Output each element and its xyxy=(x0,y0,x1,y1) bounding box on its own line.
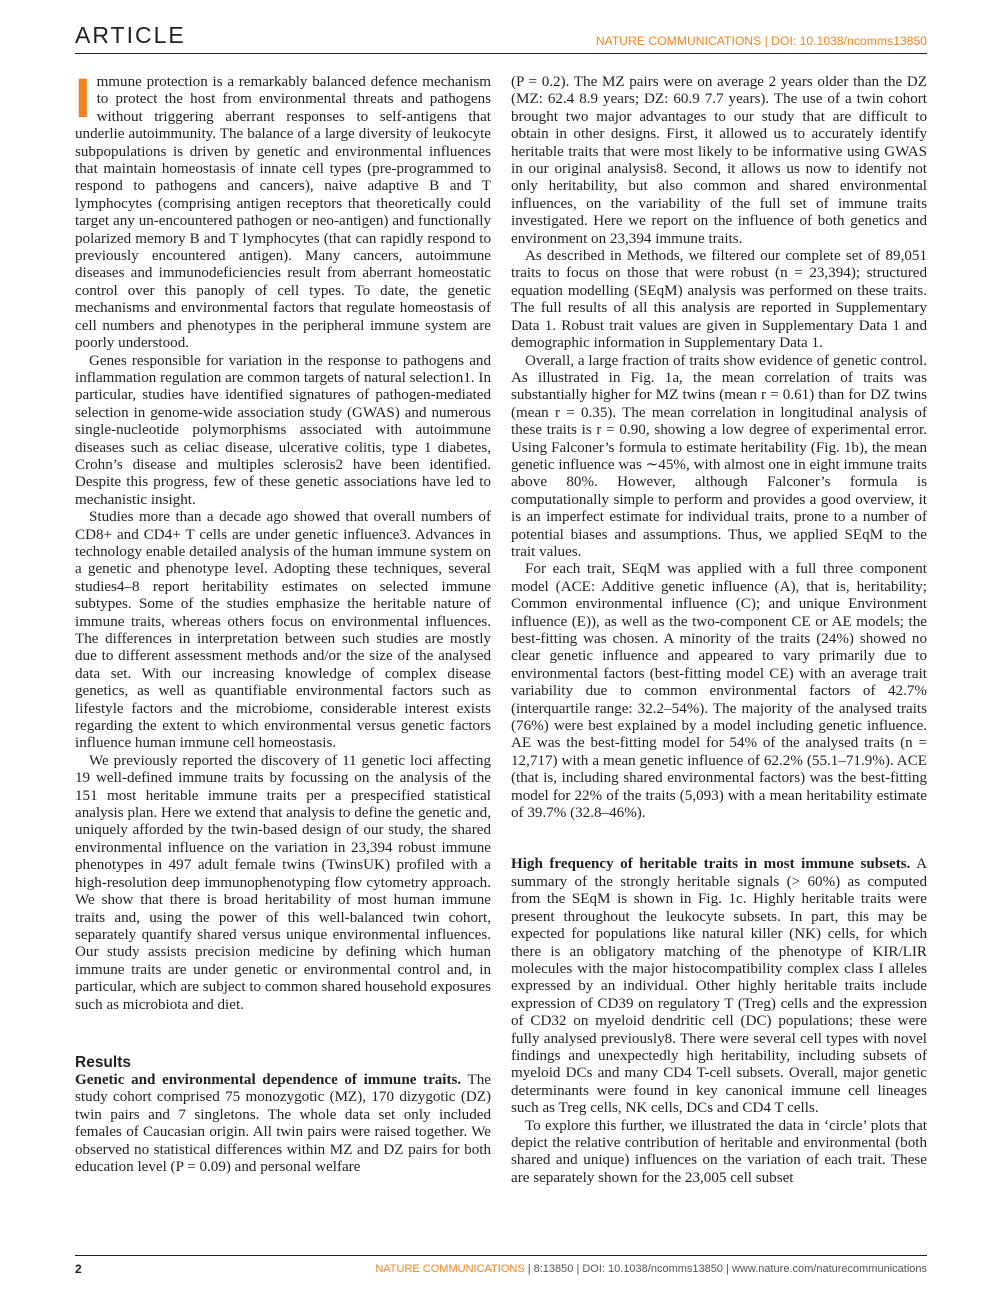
page-number: 2 xyxy=(75,1262,82,1276)
section-label: ARTICLE xyxy=(75,22,186,48)
subsection-heading: Genetic and environmental dependence of immune traits. xyxy=(75,1071,462,1088)
journal-doi: NATURE COMMUNICATIONS | DOI: 10.1038/ncomms13850 xyxy=(595,34,927,48)
footer-brand: NATURE COMMUNICATIONS xyxy=(375,1263,525,1275)
paragraph-heritable xyxy=(511,856,927,1117)
intro-paragraph xyxy=(75,66,491,353)
paragraph-cohort xyxy=(75,1072,491,1176)
paragraph-previous: We previously reported the discovery of 11 genetic loci affecting 19 well-defined immune traits by focussing on the analysis of the 151 most heritable immune traits per a prespecified statistical analysis plan. Here we extend that analysis to define the genetic and, uniquely afforded by the twin-based design of our study, the shared environmental influence on the variation in 23,394 robust immune phenotypes in 497 adult female twins (TwinsUK) profiled with a high-resolution deep immunophenotyping flow cytometry approach. We show that there is broad heritability of most human immune traits and, using the power of this well-balanced twin cohort, separately quantify shared versus unique environmental influences. Our study assists precision medicine by defining which human immune traits are under genetic or environmental control and, in particular, which are subject to common shared household exposures such as microbiota and diet. xyxy=(75,752,491,1013)
heritable-text: A summary of the strongly heritable signals (> 60%) as computed from the SEqM is shown in Fig. 1c. Highly heritable traits were present throughout the leukocyte subsets. In part, this may be expected for populations like natural killer (NK) cells, for which there is an obligatory matching of the phenotype of KIR/LIR molecules with the major histocompatibility complex class I alleles expressed by an individual. Other highly heritable traits include expression of CD39 on regulatory T (Treg) cells and the expression of CD32 on myeloid dendritic cell (DC) populations; these were fully analysed previously8. There were several cell types with novel findings and unexpectedly high heritability, including subsets of myeloid DCs and many CD4 T-cell subsets. Overall, major genetic determinants were found in key canonical immune cell lineages such as Treg cells, NK cells, DCs and CD4 T cells. xyxy=(511,856,928,1117)
right-column xyxy=(511,74,927,1187)
subsection-heading-heritable: High frequency of heritable traits in most immune subsets. xyxy=(511,856,911,873)
paragraph-seqm: For each trait, SEqM was applied with a full three component model (ACE: Additive genetic influence (A), that is, heritability; Common environmental influence (C); and unique Environment influence (E)), as well as the two-component CE or AE models; the best-fitting was chosen. A minority of the traits (24%) showed no clear genetic influence and appeared to vary primarily due to environmental factors (best-fitting model CE) with an average trait variability due to common environmental factors of 42.7% (interquartile range: 32.2–54%). The majority of the analysed traits (76%) were best explained by a model including genetic influence. AE was the best-fitting model for 54% of the analysed traits (n = 12,717) with a mean genetic influence of 62.2% (55.1–71.9%). ACE (that is, including shared environmental factors) was the best-fitting model for 22% of the traits (5,093) with a mean heritability estimate of 39.7% (32.8–46%). xyxy=(511,561,927,822)
drop-cap: I xyxy=(75,66,91,129)
paragraph-methods: As described in Methods, we filtered our complete set of 89,051 traits to focus on those that were robust (n = 23,394); structured equation modelling (SEqM) analysis was performed on these traits. The full results of all this analysis are reported in Supplementary Data 1. Robust trait values are given in Supplementary Data 1 and demographic information in Supplementary Data 1. xyxy=(511,248,927,352)
header-rule xyxy=(75,53,927,54)
left-column xyxy=(75,66,492,1176)
intro-text: mmune protection is a remarkably balanced defence mechanism to protect the host from environmental threats and pathogens without triggering aberrant responses to self-antigens that underlie autoimmunity. The balance of a large diversity of leukocyte subpopulations is driven by genetic and environmental influences that maintain homeostasis of innate cell types (pre-programmed to respond to pathogens and cancers), naive adaptive B and T lymphocytes (comprising antigen receptors that theoretically could target any un-encountered pathogen or neo-antigen) and functionally polarized memory B and T lymphocytes (that can rapidly respond to previously encountered antigen). Many cancers, autoimmune diseases and immunodeficiencies result from aberrant homeostatic control over this panoply of cell types. To date, the genetic mechanisms and environmental factors that regulate homeostasis of cell numbers and phenotypes in the peripheral immune system are poorly understood. xyxy=(75,74,491,352)
results-heading: Results xyxy=(75,1053,131,1071)
footer-rule xyxy=(75,1255,927,1256)
paragraph-mz-pairs: (P = 0.2). The MZ pairs were on average 2 years older than the DZ (MZ: 62.4 8.9 years; DZ: 60.9 7.7 years). The use of a twin cohort brought two major advantages to our study that are difficult to obtain in other designs. First, it allowed us to accurately identify heritable traits that were most likely to be informative using GWAS in our original analysis8. Second, it allows us now to identify not only heritability, but also common and shared environmental influences, on the variability of the full set of immune traits investigated. Here we report on the influence of both genetics and environment on 23,394 immune traits. xyxy=(511,74,927,247)
paragraph-circle-plots: To explore this further, we illustrated the data in ‘circle’ plots that depict the relative contribution of heritable and environmental (both shared and unique) influences on the variation of each trait. These are separately shown for the 23,005 cell subset xyxy=(511,1117,927,1186)
cohort-text: The study cohort comprised 75 monozygotic (MZ), 170 dizygotic (DZ) twin pairs and 7 singletons. The whole data set only included females of Caucasian origin. All twin pairs were raised together. We observed no statistical differences within MZ and DZ pairs for both education level (P = 0.09) and personal welfare xyxy=(75,1071,492,1175)
paragraph-genes: Genes responsible for variation in the response to pathogens and inflammation regulation are common targets of natural selection1. In particular, studies have identified signatures of pathogen-mediated selection in genome-wide association study (GWAS) and numerous single-nucleotide polymorphisms associated with autoimmune diseases such as celiac disease, ulcerative colitis, type 1 diabetes, Crohn’s disease and multiples sclerosis2 have been identified. Despite this progress, few of these genetic associations have led to mechanistic insight. xyxy=(75,352,491,508)
paragraph-correlation: Overall, a large fraction of traits show evidence of genetic control. As illustrated in Fig. 1a, the mean correlation of traits was substantially higher for MZ twins (mean r = 0.61) than for DZ twins (mean r = 0.35). The mean correlation in longitudinal analysis of these traits is r = 0.90, showing a low degree of experimental error. Using Falconer’s formula to estimate heritability (Fig. 1b), the mean genetic influence was ∼45%, with almost one in eight immune traits above 80%. However, although Falconer’s formula is computationally simple to perform and provides a good overview, it is an imperfect estimate for individual traits, prone to a number of potential biases and assumptions. Thus, we applied SEqM to the trait values. xyxy=(511,352,927,560)
footer-details: | 8:13850 | DOI: 10.1038/ncomms13850 | www.nature.com/naturecommunications xyxy=(524,1263,927,1275)
paragraph-studies: Studies more than a decade ago showed that overall numbers of CD8+ and CD4+ T cells are under genetic influence3. Advances in technology enable detailed analysis of the human immune system on a genetic and phenotype level. Adopting these techniques, several studies4–8 report heritability estimates on selected immune subtypes. Some of the studies emphasize the heritable nature of immune traits, whereas others focus on environmental influences. The differences in interpretation between such studies are mostly due to different assessment methods and/or the size of the analysed data set. With our increasing knowledge of complex disease genetics, as well as quantifiable environmental factors such as lifestyle factors and the microbiome, considerable interest exists regarding the extent to which environmental versus genetic factors influence human immune cell homeostasis. xyxy=(75,509,491,752)
footer-info xyxy=(375,1263,927,1275)
